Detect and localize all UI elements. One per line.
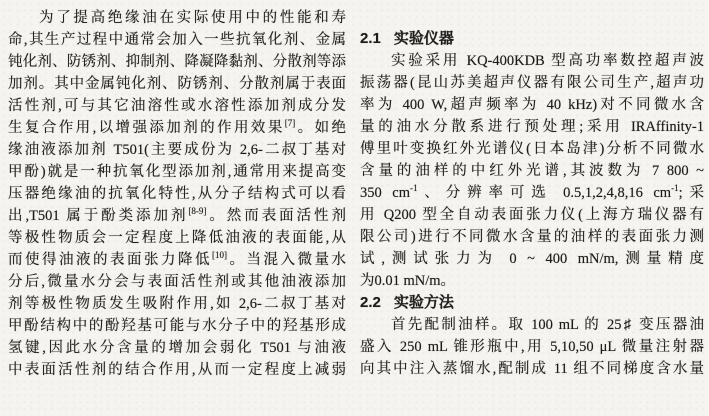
text-line (8, 315, 346, 337)
text-segment: 。当混入微量水 (227, 252, 346, 268)
text-segment: 为了提高绝缘油在实际使用中的性能和寿 (39, 10, 346, 26)
text-segment: 350 cm (360, 185, 410, 201)
text-line (8, 95, 346, 117)
text-segment: 限公司)进行不同微水含量的油样的表面张力测 (360, 229, 704, 245)
text-segment: 盛入 250 mL 锥形瓶中,用 5,10,50 μL 微量注射器 (360, 339, 704, 355)
superscript-ref: [8-9] (188, 206, 207, 217)
text-segment: 试,测试张力为 0 ~ 400 mN/m,测量精度 (360, 251, 704, 267)
superscript-ref: [7] (284, 118, 296, 129)
text-segment: 用 Q200 型全自动表面张力仪(上海方瑞仪器有 (360, 207, 704, 223)
text-segment: 量的油水分散系进行预处理;采用 IRAffinity-1 (360, 119, 704, 135)
text-segment: 。然而表面活性剂 (206, 208, 346, 224)
text-segment: 实验采用 KQ-400KDB 型高功率数控超声波 (391, 53, 704, 69)
text-line (8, 73, 346, 95)
section-heading (360, 28, 704, 50)
left-text-column (8, 7, 346, 381)
text-segment: 等极性物质会一定程度上降低油液的表面能,从 (8, 230, 346, 246)
text-segment: 氢键,因此水分含量的增加会弱化 T501 与油液 (8, 340, 346, 356)
text-segment: 压器绝缘油的抗氧化特性,从分子结构式可以看 (8, 186, 346, 202)
section-title: 实验仪器 (393, 30, 454, 47)
text-segment: 傅里叶变换红外光谱仪(日本岛津)分析不同微水 (360, 141, 704, 157)
superscript-ref: -1 (671, 183, 679, 194)
section-number: 2.2 (360, 294, 381, 311)
right-text-column (360, 28, 704, 380)
text-segment: 生复合作用,以增强添加剂的作用效果 (8, 120, 285, 136)
text-line (8, 337, 346, 359)
text-line (360, 94, 704, 116)
text-segment: 含量的油样的中红外光谱,其波数为 7 800 ~ (360, 163, 704, 179)
text-line (360, 160, 704, 182)
text-segment: 向其中注入蒸馏水,配制成 11 组不同梯度含水量 (360, 361, 704, 377)
text-line (360, 270, 704, 292)
text-segment: 分后,微量水分会与表面活性剂或其他油液添加 (8, 274, 346, 290)
text-line (360, 138, 704, 160)
text-segment: 而使得油液的表面张力降低 (8, 252, 212, 268)
text-line (8, 227, 346, 249)
text-line (360, 116, 704, 138)
text-line (8, 51, 346, 73)
text-segment: 首先配制油样。取 100 mL 的 25♯ 变压器油 (391, 317, 704, 333)
text-line (8, 271, 346, 293)
text-line (360, 72, 704, 94)
text-line (8, 205, 346, 227)
text-line (8, 183, 346, 205)
text-segment: 命,其生产过程中通常会加入一些抗氧化剂、金属 (8, 32, 346, 48)
section-number: 2.1 (360, 30, 381, 47)
text-line (8, 7, 346, 29)
text-segment: 甲酚结构中的酚羟基可能与水分子中的羟基形成 (8, 318, 346, 334)
text-line (360, 314, 704, 336)
text-line (8, 359, 346, 381)
text-line (360, 182, 704, 204)
text-line (8, 139, 346, 161)
text-segment: 振荡器(昆山苏美超声仪器有限公司生产,超声功 (360, 75, 704, 91)
text-line (8, 161, 346, 183)
text-line (360, 358, 704, 380)
text-segment: 。如绝 (295, 120, 346, 136)
section-title: 实验方法 (393, 294, 454, 311)
text-line (360, 204, 704, 226)
text-line (8, 293, 346, 315)
text-segment: 剂等极性物质发生吸附作用,如 2,6-二叔丁基对 (8, 296, 346, 312)
superscript-ref: -1 (409, 183, 418, 194)
text-line (8, 117, 346, 139)
text-line (8, 29, 346, 51)
text-line (360, 226, 704, 248)
text-segment: 缘油液添加剂 T501(主要成份为 2,6-二叔丁基对 (8, 142, 346, 158)
text-segment: 甲酚)就是一种抗氧化型添加剂,通常用来提高变 (8, 164, 346, 180)
section-heading (360, 292, 704, 314)
text-line (8, 249, 346, 271)
superscript-ref: [10] (212, 250, 227, 261)
text-segment: 活性剂,可与其它油溶性或水溶性添加剂成分发 (8, 98, 346, 114)
text-line (360, 248, 704, 270)
text-segment: 出,T501 属于酚类添加剂 (8, 208, 189, 224)
text-segment: ;采 (678, 185, 704, 201)
text-segment: 率为 400 W,超声频率为 40 kHz)对不同微水含 (360, 97, 704, 113)
text-segment: 加剂。其中金属钝化剂、防锈剂、分散剂属于表面 (8, 76, 346, 92)
text-segment: 中表面活性剂的结合作用,从而一定程度上减弱 (8, 362, 346, 378)
text-segment: 为0.01 mN/m。 (360, 273, 456, 289)
text-segment: 钝化剂、防锈剂、抑制剂、降凝降黏剂、分散剂等添 (8, 54, 346, 70)
text-line (360, 50, 704, 72)
text-segment: 、分辨率可选 0.5,1,2,4,8,16 cm (417, 185, 672, 201)
text-line (360, 336, 704, 358)
